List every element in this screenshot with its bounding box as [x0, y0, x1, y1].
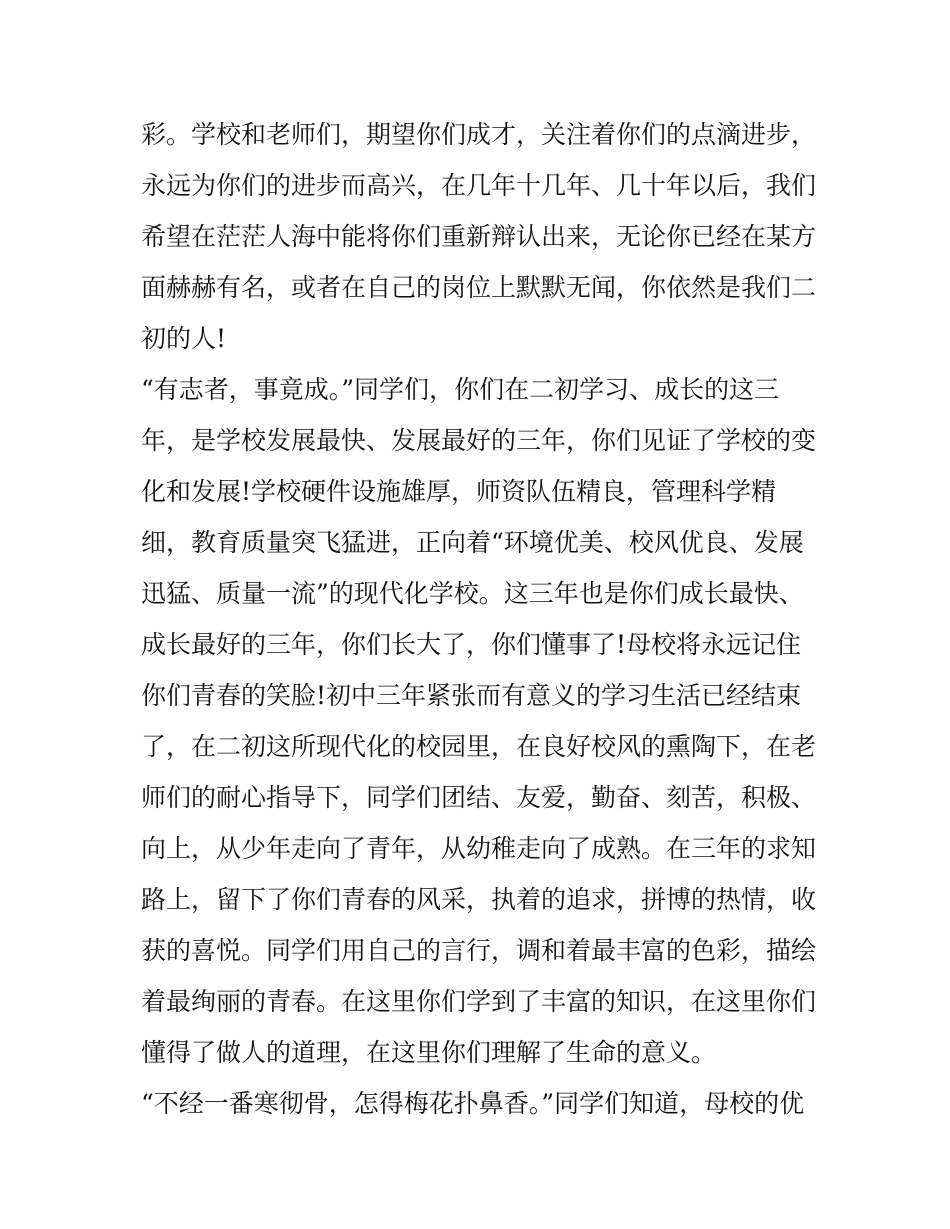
text-line: 师们的耐心指导下，同学们团结、友爱，勤奋、刻苦，积极、 [141, 783, 817, 812]
text-line: 希望在茫茫人海中能将你们重新辩认出来，无论你已经在某方 [141, 222, 817, 251]
body-text [141, 109, 821, 1129]
text-line: 获的喜悦。同学们用自己的言行，调和着最丰富的色彩，描绘 [141, 936, 817, 965]
text-line: 初的人! [141, 324, 227, 353]
text-line: 向上，从少年走向了青年，从幼稚走向了成熟。在三年的求知 [141, 834, 817, 863]
text-line: 路上，留下了你们青春的风采，执着的追求，拼博的热情，收 [141, 885, 817, 914]
text-line: 细，教育质量突飞猛进，正向着“环境优美、校风优良、发展 [141, 528, 804, 557]
text-line: 永远为你们的进步而高兴，在几年十几年、几十年以后，我们 [141, 171, 817, 200]
text-line: 成长最好的三年，你们长大了，你们懂事了!母校将永远记住 [141, 630, 802, 659]
text-line: 了，在二初这所现代化的校园里，在良好校风的熏陶下，在老 [141, 732, 817, 761]
text-line: “不经一番寒彻骨，怎得梅花扑鼻香。”同学们知道，母校的优 [141, 1089, 805, 1118]
text-line: 你们青春的笑脸!初中三年紧张而有意义的学习生活已经结束 [141, 681, 802, 710]
text-line: “有志者，事竟成。”同学们，你们在二初学习、成长的这三 [141, 375, 780, 404]
text-line: 彩。学校和老师们，期望你们成才，关注着你们的点滴进步， [141, 120, 817, 149]
text-line: 迅猛、质量一流”的现代化学校。这三年也是你们成长最快、 [141, 579, 804, 608]
text-line: 年，是学校发展最快、发展最好的三年，你们见证了学校的变 [141, 426, 817, 455]
text-line: 着最绚丽的青春。在这里你们学到了丰富的知识，在这里你们 [141, 987, 817, 1016]
text-line: 化和发展!学校硬件设施雄厚，师资队伍精良，管理科学精 [141, 477, 777, 506]
text-line: 面赫赫有名，或者在自己的岗位上默默无闻，你依然是我们二 [141, 273, 817, 302]
text-line: 懂得了做人的道理，在这里你们理解了生命的意义。 [141, 1038, 717, 1067]
